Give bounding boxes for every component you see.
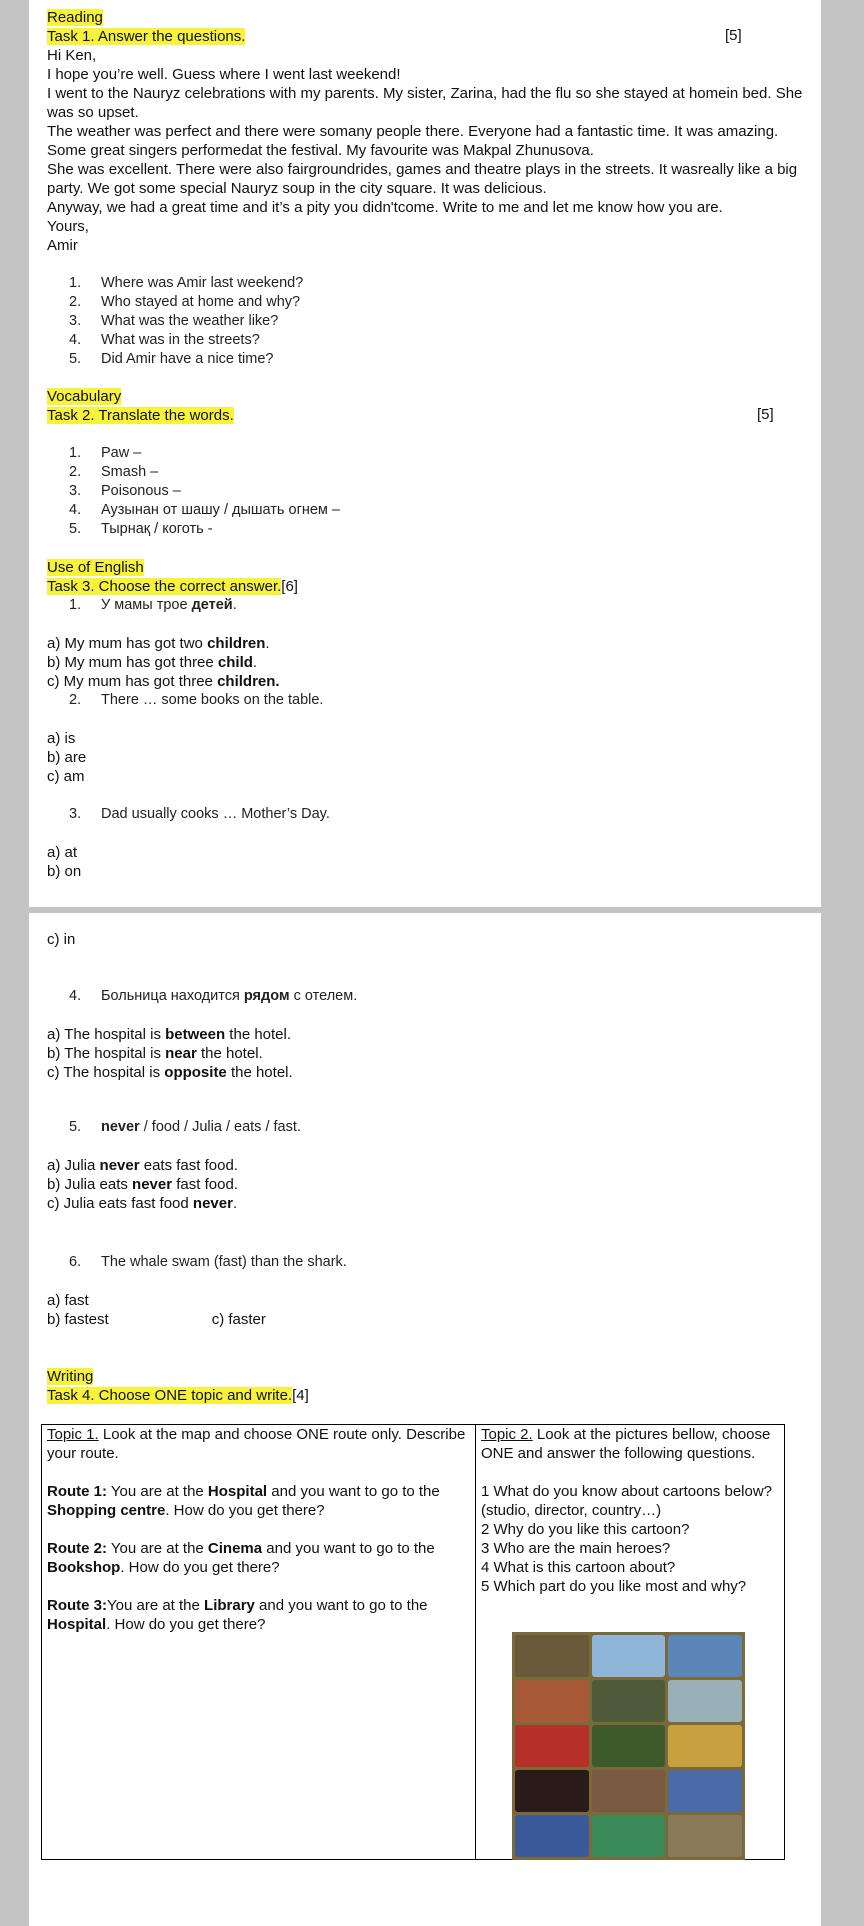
route-3: Route 3:You are at the Library and you want to go to the Hospital. How do you get there? xyxy=(47,1597,428,1633)
list-item: 1 What do you know about cartoons below? (studio, director, country…) xyxy=(481,1483,773,1519)
question-1-options xyxy=(47,634,280,691)
option: c) am xyxy=(47,768,85,785)
option: a) is xyxy=(47,730,76,747)
list-item: 5. Тырнақ / коготь - xyxy=(69,521,213,537)
question-1: 1. У мамы трое детей. xyxy=(69,597,237,613)
option: c) My mum has got three children. xyxy=(47,673,280,690)
list-item: 2. Smash – xyxy=(69,464,159,480)
reading-questions xyxy=(69,274,303,369)
use-of-english-section-title: Use of English xyxy=(47,559,144,576)
vocabulary-words xyxy=(69,444,340,539)
option: c) The hospital is opposite the hotel. xyxy=(47,1064,293,1081)
writing-mark: [4] xyxy=(292,1387,309,1404)
table-divider xyxy=(475,1425,476,1859)
option: a) The hospital is between the hotel. xyxy=(47,1026,292,1043)
page-1 xyxy=(29,0,821,907)
option: b) The hospital is near the hotel. xyxy=(47,1045,263,1062)
list-item: 4 What is this cartoon about? xyxy=(481,1559,676,1576)
use-of-english-mark: [6] xyxy=(281,578,298,595)
option: b) on xyxy=(47,863,82,880)
option: a) Julia never eats fast food. xyxy=(47,1157,238,1174)
list-item: 2. Who stayed at home and why? xyxy=(69,294,301,310)
question-3: 3. Dad usually cooks … Mother’s Day. xyxy=(69,806,330,822)
option: c) in xyxy=(47,931,76,948)
letter-signature: Amir xyxy=(47,237,78,254)
question-5: 5. never / food / Julia / eats / fast. xyxy=(69,1119,301,1135)
question-3-options xyxy=(47,843,81,881)
topic-1-cell xyxy=(47,1425,467,1634)
list-item: 5 Which part do you like most and why? xyxy=(481,1578,747,1595)
question-4: 4. Больница находится рядом с отелем. xyxy=(69,988,358,1004)
vocabulary-task-title: Task 2. Translate the words. xyxy=(47,407,234,424)
option: b) fastest c) faster xyxy=(47,1311,266,1328)
list-item: 3. What was the weather like? xyxy=(69,313,279,329)
letter-line: I hope you’re well. Guess where I went last weekend! xyxy=(47,66,401,83)
question-2-options xyxy=(47,729,86,786)
list-item: 4. Аузынан от шашу / дышать огнем – xyxy=(69,502,340,518)
question-4-options xyxy=(47,1025,293,1082)
question-6: 6. The whale swam (fast) than the shark. xyxy=(69,1254,347,1270)
topics-table xyxy=(41,1424,785,1860)
reading-task-title: Task 1. Answer the questions. xyxy=(47,28,246,45)
use-of-english-task-title: Task 3. Choose the correct answer.[6] xyxy=(47,578,298,595)
option: b) are xyxy=(47,749,87,766)
question-6-options xyxy=(47,1291,266,1329)
letter-line: The weather was perfect and there were somany people there. Everyone had a fantastic time. It was amazing. Some great singers performedat the festival. My favourite was Makpal Zhunusova. xyxy=(47,123,779,159)
reading-letter xyxy=(47,46,817,255)
vocabulary-section-title: Vocabulary xyxy=(47,388,122,405)
list-item: 3. Poisonous – xyxy=(69,483,181,499)
question-5-options xyxy=(47,1156,238,1213)
list-item: 2 Why do you like this cartoon? xyxy=(481,1521,690,1538)
writing-task-title: Task 4. Choose ONE topic and write.[4] xyxy=(47,1387,309,1404)
list-item: 1. Where was Amir last weekend? xyxy=(69,275,304,291)
list-item: 3 Who are the main heroes? xyxy=(481,1540,671,1557)
option: a) fast xyxy=(47,1292,89,1309)
letter-closing: Yours, xyxy=(47,218,89,235)
option: a) My mum has got two children. xyxy=(47,635,270,652)
route-1: Route 1: You are at the Hospital and you want to go to the Shopping centre. How do you get there? xyxy=(47,1483,440,1519)
writing-section-title: Writing xyxy=(47,1368,94,1385)
route-2: Route 2: You are at the Cinema and you want to go to the Bookshop. How do you get there? xyxy=(47,1540,435,1576)
letter-line: Anyway, we had a great time and it’s a pity you didn'tcome. Write to me and let me know how you are. xyxy=(47,199,723,216)
topic-2-cell xyxy=(481,1425,777,1596)
reading-section-title: Reading xyxy=(47,9,103,26)
option: c) Julia eats fast food never. xyxy=(47,1195,238,1212)
list-item: 4. What was in the streets? xyxy=(69,332,260,348)
question-3-options-continued xyxy=(47,930,75,949)
letter-line: I went to the Nauryz celebrations with my parents. My sister, Zarina, had the flu so she stayed at homein bed. She was so upset. xyxy=(47,85,803,121)
page-2 xyxy=(29,913,821,1926)
letter-line: She was excellent. There were also fairgroundrides, games and theatre plays in the streets. It wasreally like a big party. We got some special Nauryz soup in the city square. It was delicious. xyxy=(47,161,798,197)
cartoons-collage-image xyxy=(512,1632,745,1860)
option: b) Julia eats never fast food. xyxy=(47,1176,238,1193)
vocabulary-mark: [5] xyxy=(757,406,774,423)
question-2: 2. There … some books on the table. xyxy=(69,692,324,708)
list-item: 1. Paw – xyxy=(69,445,142,461)
reading-mark: [5] xyxy=(725,27,742,44)
topic-2-intro: Topic 2. Look at the pictures bellow, choose ONE and answer the following questions. xyxy=(481,1426,771,1462)
option: a) at xyxy=(47,844,78,861)
list-item: 5. Did Amir have a nice time? xyxy=(69,351,274,367)
option: b) My mum has got three child. xyxy=(47,654,258,671)
letter-greeting: Hi Ken, xyxy=(47,47,97,64)
topic-1-intro: Topic 1. Look at the map and choose ONE route only. Describe your route. xyxy=(47,1426,466,1462)
